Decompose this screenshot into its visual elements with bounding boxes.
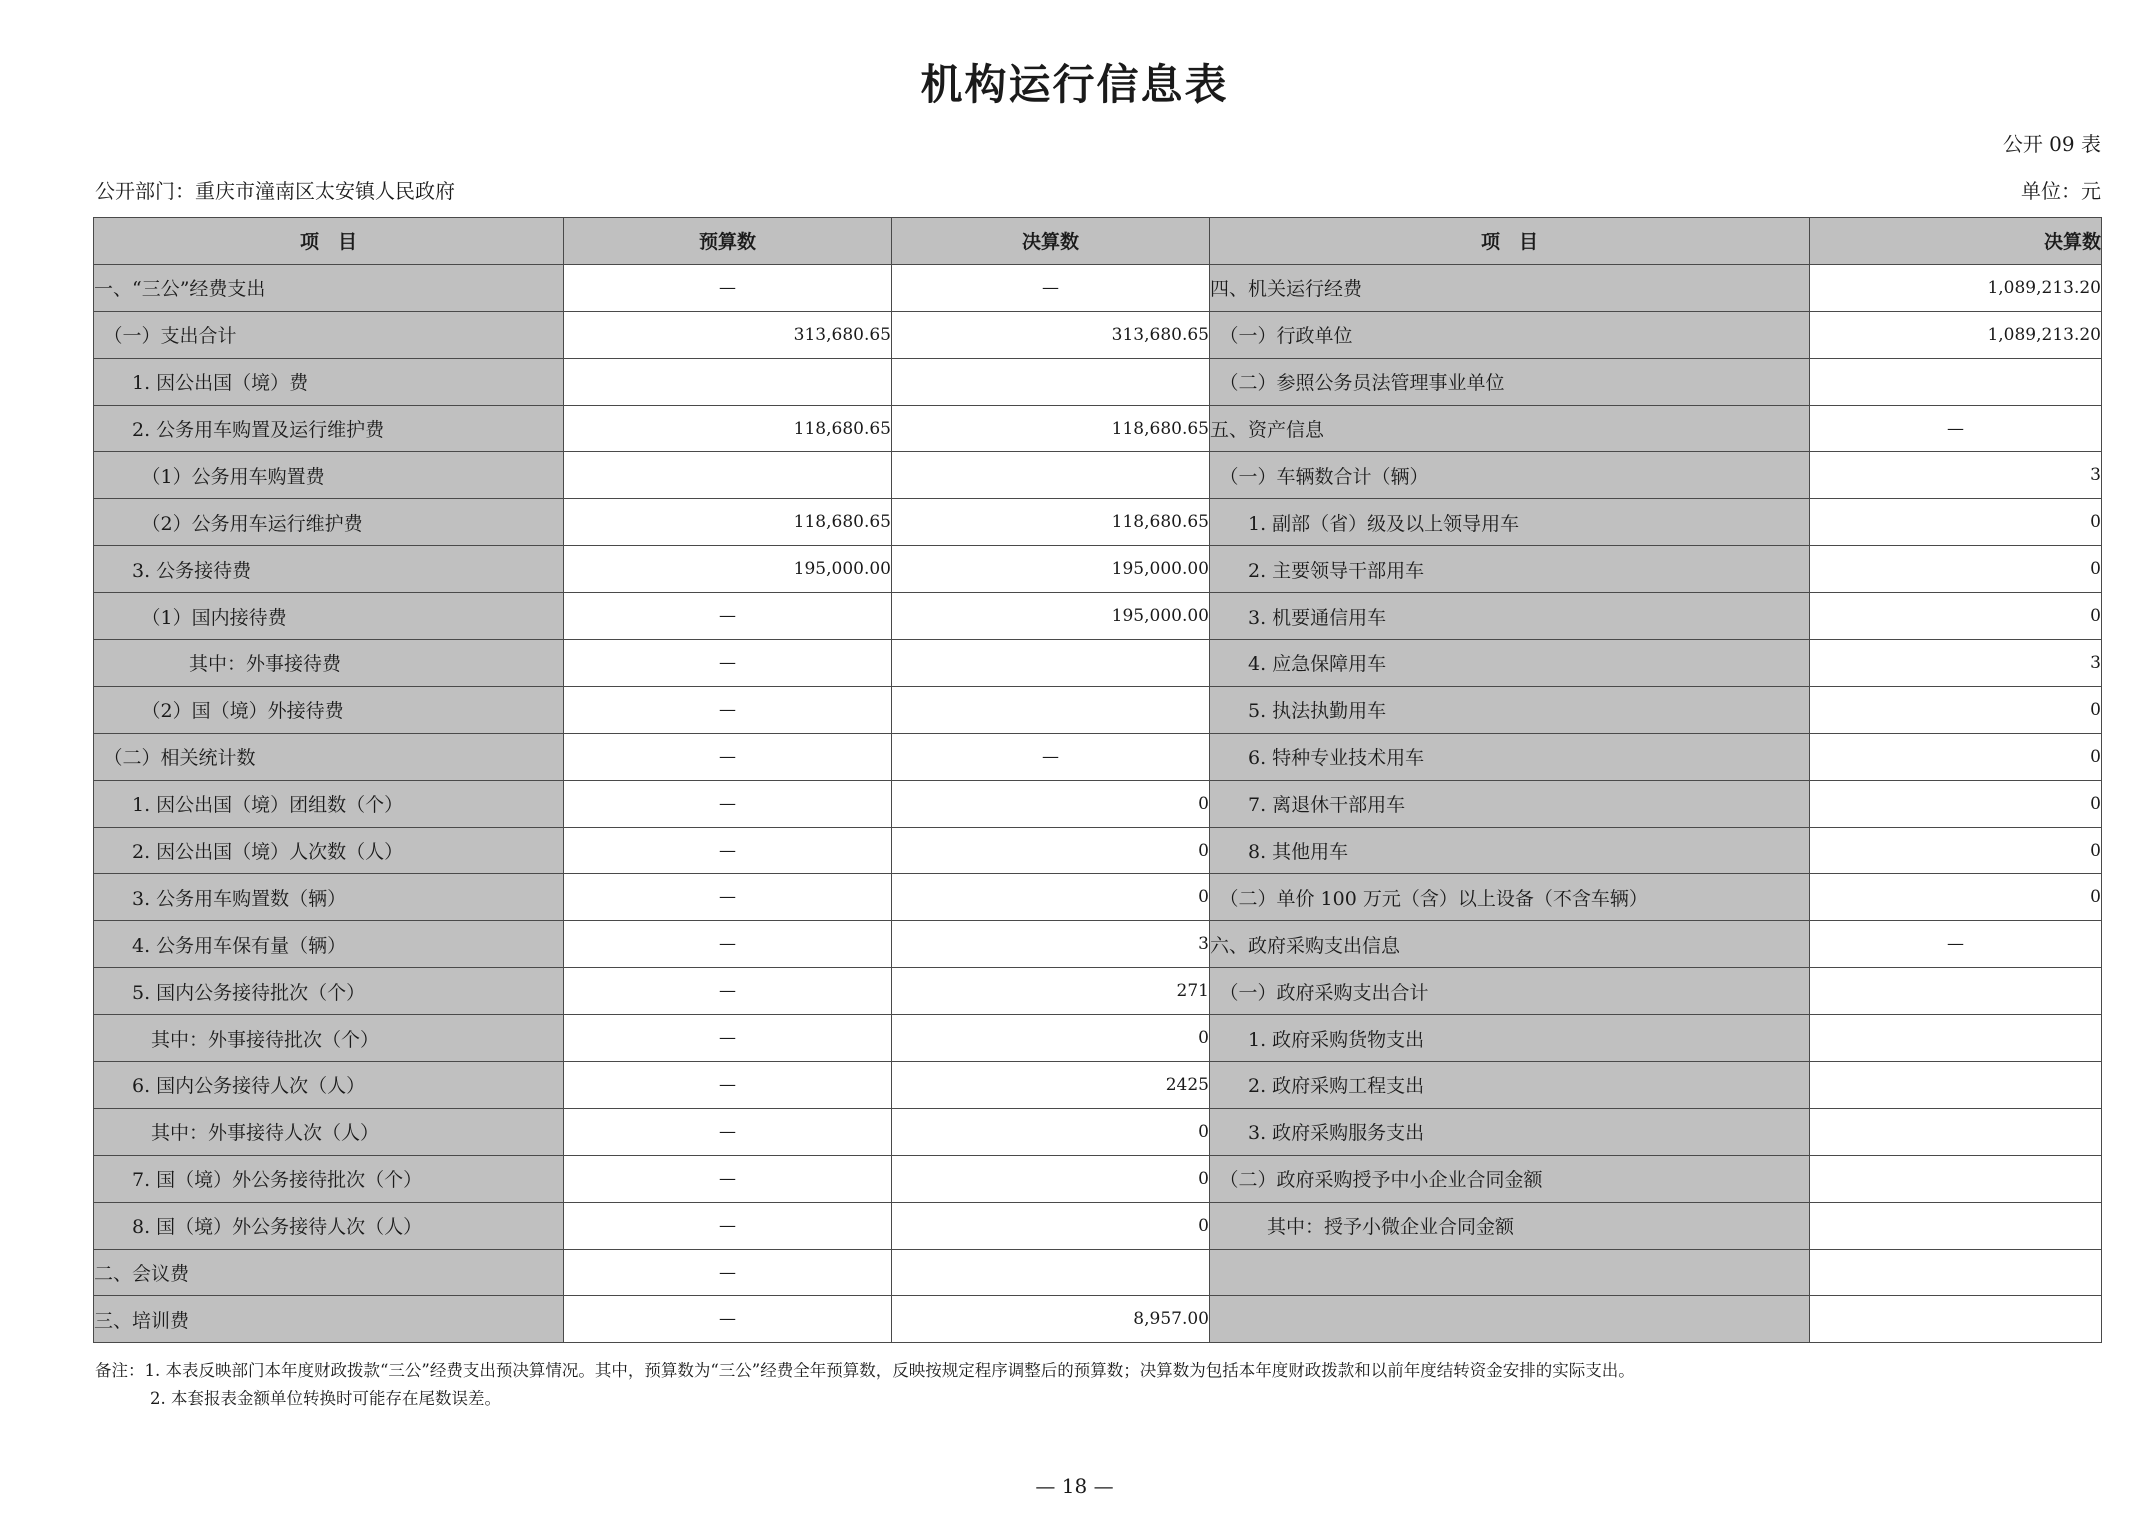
row-final-left: 195,000.00 — [892, 593, 1210, 640]
row-budget — [564, 358, 892, 405]
table-row — [94, 733, 2102, 780]
table-row — [94, 264, 2102, 311]
row-budget: — — [564, 1062, 892, 1109]
row-item-left: 6. 国内公务接待人次（人） — [94, 1062, 564, 1109]
note-line-1: 备注：1. 本表反映部门本年度财政拨款“三公”经费支出预决算情况。其中，预算数为“三公”经费全年预算数，反映按规定程序调整后的预算数；决算数为包括本年度财政拨款和以前年度结转资金安排的实际支出。 — [95, 1361, 1635, 1380]
info-table — [93, 217, 2102, 1343]
row-item-left: 其中：外事接待费 — [94, 640, 564, 687]
row-budget: — — [564, 1249, 892, 1296]
row-budget: 118,680.65 — [564, 499, 892, 546]
row-final-left: 118,680.65 — [892, 405, 1210, 452]
row-item-right: 2. 主要领导干部用车 — [1210, 546, 1810, 593]
table-header-row — [94, 218, 2102, 265]
row-final-right: 0 — [1810, 733, 2102, 780]
row-final-left: 2425 — [892, 1062, 1210, 1109]
page-title: 机构运行信息表 — [920, 60, 1229, 109]
row-item-left: 2. 因公出国（境）人次数（人） — [94, 827, 564, 874]
table-row — [94, 593, 2102, 640]
row-budget: — — [564, 733, 892, 780]
row-final-left — [892, 452, 1210, 499]
row-final-right: 0 — [1810, 874, 2102, 921]
row-item-right: 5. 执法执勤用车 — [1210, 686, 1810, 733]
row-final-right: 0 — [1810, 546, 2102, 593]
row-item-right: 四、机关运行经费 — [1210, 264, 1810, 311]
row-budget: — — [564, 968, 892, 1015]
row-budget — [564, 452, 892, 499]
row-item-right: （一）车辆数合计（辆） — [1210, 452, 1810, 499]
row-final-right — [1810, 1155, 2102, 1202]
row-budget: — — [564, 1108, 892, 1155]
row-budget: — — [564, 1155, 892, 1202]
row-item-left: 8. 国（境）外公务接待人次（人） — [94, 1202, 564, 1249]
row-final-left: 118,680.65 — [892, 499, 1210, 546]
row-final-left: 271 — [892, 968, 1210, 1015]
row-item-right: 五、资产信息 — [1210, 405, 1810, 452]
row-final-left: 0 — [892, 1202, 1210, 1249]
row-item-left: 2. 公务用车购置及运行维护费 — [94, 405, 564, 452]
row-item-right: 2. 政府采购工程支出 — [1210, 1062, 1810, 1109]
row-final-right — [1810, 1249, 2102, 1296]
row-final-left — [892, 640, 1210, 687]
row-item-right: 1. 政府采购货物支出 — [1210, 1015, 1810, 1062]
row-budget: — — [564, 1202, 892, 1249]
row-item-left: 其中：外事接待批次（个） — [94, 1015, 564, 1062]
row-final-left: — — [892, 264, 1210, 311]
row-item-right: （二）单价 100 万元（含）以上设备（不含车辆） — [1210, 874, 1810, 921]
page-number: — 18 — — [1035, 1474, 1114, 1498]
table-row — [94, 311, 2102, 358]
row-item-left: （1）国内接待费 — [94, 593, 564, 640]
row-budget: — — [564, 1015, 892, 1062]
row-budget: 195,000.00 — [564, 546, 892, 593]
table-row — [94, 686, 2102, 733]
unit-label: 单位：元 — [2021, 179, 2101, 203]
row-item-right: 六、政府采购支出信息 — [1210, 921, 1810, 968]
header-final-right: 决算数 — [1810, 218, 2102, 265]
row-item-left: 三、培训费 — [94, 1296, 564, 1343]
table-row — [94, 1202, 2102, 1249]
table-row — [94, 968, 2102, 1015]
row-final-left — [892, 686, 1210, 733]
header-item-left: 项 目 — [94, 218, 564, 265]
table-number: 公开 09 表 — [2002, 132, 2101, 156]
row-item-right: 6. 特种专业技术用车 — [1210, 733, 1810, 780]
row-budget: — — [564, 921, 892, 968]
row-final-right — [1810, 1015, 2102, 1062]
row-final-left — [892, 1249, 1210, 1296]
row-item-left: （2）公务用车运行维护费 — [94, 499, 564, 546]
row-final-left: 313,680.65 — [892, 311, 1210, 358]
row-item-left: （二）相关统计数 — [94, 733, 564, 780]
table-row — [94, 1296, 2102, 1343]
table-row — [94, 921, 2102, 968]
row-item-right — [1210, 1249, 1810, 1296]
row-item-right: 3. 政府采购服务支出 — [1210, 1108, 1810, 1155]
row-item-right: （二）参照公务员法管理事业单位 — [1210, 358, 1810, 405]
table-row — [94, 499, 2102, 546]
row-final-left: 3 — [892, 921, 1210, 968]
row-final-left: — — [892, 733, 1210, 780]
row-final-right — [1810, 1062, 2102, 1109]
table-row — [94, 640, 2102, 687]
row-item-right: 8. 其他用车 — [1210, 827, 1810, 874]
row-budget: — — [564, 874, 892, 921]
table-row — [94, 1108, 2102, 1155]
row-final-right — [1810, 1108, 2102, 1155]
row-final-left: 0 — [892, 780, 1210, 827]
row-final-right: — — [1810, 921, 2102, 968]
table-row — [94, 780, 2102, 827]
row-final-left — [892, 358, 1210, 405]
row-final-right: 0 — [1810, 499, 2102, 546]
row-item-left: （一）支出合计 — [94, 311, 564, 358]
row-budget: — — [564, 593, 892, 640]
row-final-right: 3 — [1810, 452, 2102, 499]
table-row — [94, 874, 2102, 921]
department-label: 公开部门：重庆市潼南区太安镇人民政府 — [95, 179, 455, 203]
row-item-left: 其中：外事接待人次（人） — [94, 1108, 564, 1155]
row-item-left: （2）国（境）外接待费 — [94, 686, 564, 733]
table-row — [94, 1062, 2102, 1109]
row-item-left: 1. 因公出国（境）团组数（个） — [94, 780, 564, 827]
row-final-right: 1,089,213.20 — [1810, 264, 2102, 311]
row-item-right: （一）行政单位 — [1210, 311, 1810, 358]
row-item-left: 1. 因公出国（境）费 — [94, 358, 564, 405]
row-final-right: 0 — [1810, 780, 2102, 827]
row-item-right: 其中：授予小微企业合同金额 — [1210, 1202, 1810, 1249]
notes — [95, 1357, 1635, 1413]
row-final-right — [1810, 358, 2102, 405]
row-final-right: 1,089,213.20 — [1810, 311, 2102, 358]
row-final-right — [1810, 1296, 2102, 1343]
row-item-left: 7. 国（境）外公务接待批次（个） — [94, 1155, 564, 1202]
row-budget: — — [564, 686, 892, 733]
row-final-left: 0 — [892, 827, 1210, 874]
row-final-left: 8,957.00 — [892, 1296, 1210, 1343]
row-item-left: 5. 国内公务接待批次（个） — [94, 968, 564, 1015]
row-final-left: 0 — [892, 874, 1210, 921]
row-item-left: 3. 公务接待费 — [94, 546, 564, 593]
table-body — [94, 264, 2102, 1342]
row-final-left: 0 — [892, 1015, 1210, 1062]
row-budget: — — [564, 780, 892, 827]
row-budget: — — [564, 640, 892, 687]
row-final-left: 0 — [892, 1108, 1210, 1155]
table-row — [94, 827, 2102, 874]
note-line-2: 2. 本套报表金额单位转换时可能存在尾数误差。 — [150, 1389, 501, 1408]
row-item-left: 二、会议费 — [94, 1249, 564, 1296]
table-row — [94, 1015, 2102, 1062]
row-item-right: 4. 应急保障用车 — [1210, 640, 1810, 687]
row-item-left: 4. 公务用车保有量（辆） — [94, 921, 564, 968]
row-final-right: — — [1810, 405, 2102, 452]
header-final-left: 决算数 — [892, 218, 1210, 265]
row-final-left: 0 — [892, 1155, 1210, 1202]
row-item-right: （一）政府采购支出合计 — [1210, 968, 1810, 1015]
row-item-left: 一、“三公”经费支出 — [94, 264, 564, 311]
table-row — [94, 405, 2102, 452]
table-row — [94, 546, 2102, 593]
row-final-right: 3 — [1810, 640, 2102, 687]
table-row — [94, 358, 2102, 405]
row-budget: 313,680.65 — [564, 311, 892, 358]
row-item-right: 7. 离退休干部用车 — [1210, 780, 1810, 827]
row-item-right — [1210, 1296, 1810, 1343]
row-item-left: （1）公务用车购置费 — [94, 452, 564, 499]
row-budget: — — [564, 264, 892, 311]
row-item-left: 3. 公务用车购置数（辆） — [94, 874, 564, 921]
row-final-right: 0 — [1810, 686, 2102, 733]
row-budget: — — [564, 1296, 892, 1343]
row-final-right — [1810, 968, 2102, 1015]
table-row — [94, 1155, 2102, 1202]
table-row — [94, 452, 2102, 499]
row-final-right: 0 — [1810, 593, 2102, 640]
header-item-right: 项 目 — [1210, 218, 1810, 265]
row-final-right — [1810, 1202, 2102, 1249]
row-item-right: 1. 副部（省）级及以上领导用车 — [1210, 499, 1810, 546]
row-item-right: 3. 机要通信用车 — [1210, 593, 1810, 640]
row-item-right: （二）政府采购授予中小企业合同金额 — [1210, 1155, 1810, 1202]
row-budget: — — [564, 827, 892, 874]
row-final-right: 0 — [1810, 827, 2102, 874]
header-budget: 预算数 — [564, 218, 892, 265]
row-budget: 118,680.65 — [564, 405, 892, 452]
row-final-left: 195,000.00 — [892, 546, 1210, 593]
table-row — [94, 1249, 2102, 1296]
